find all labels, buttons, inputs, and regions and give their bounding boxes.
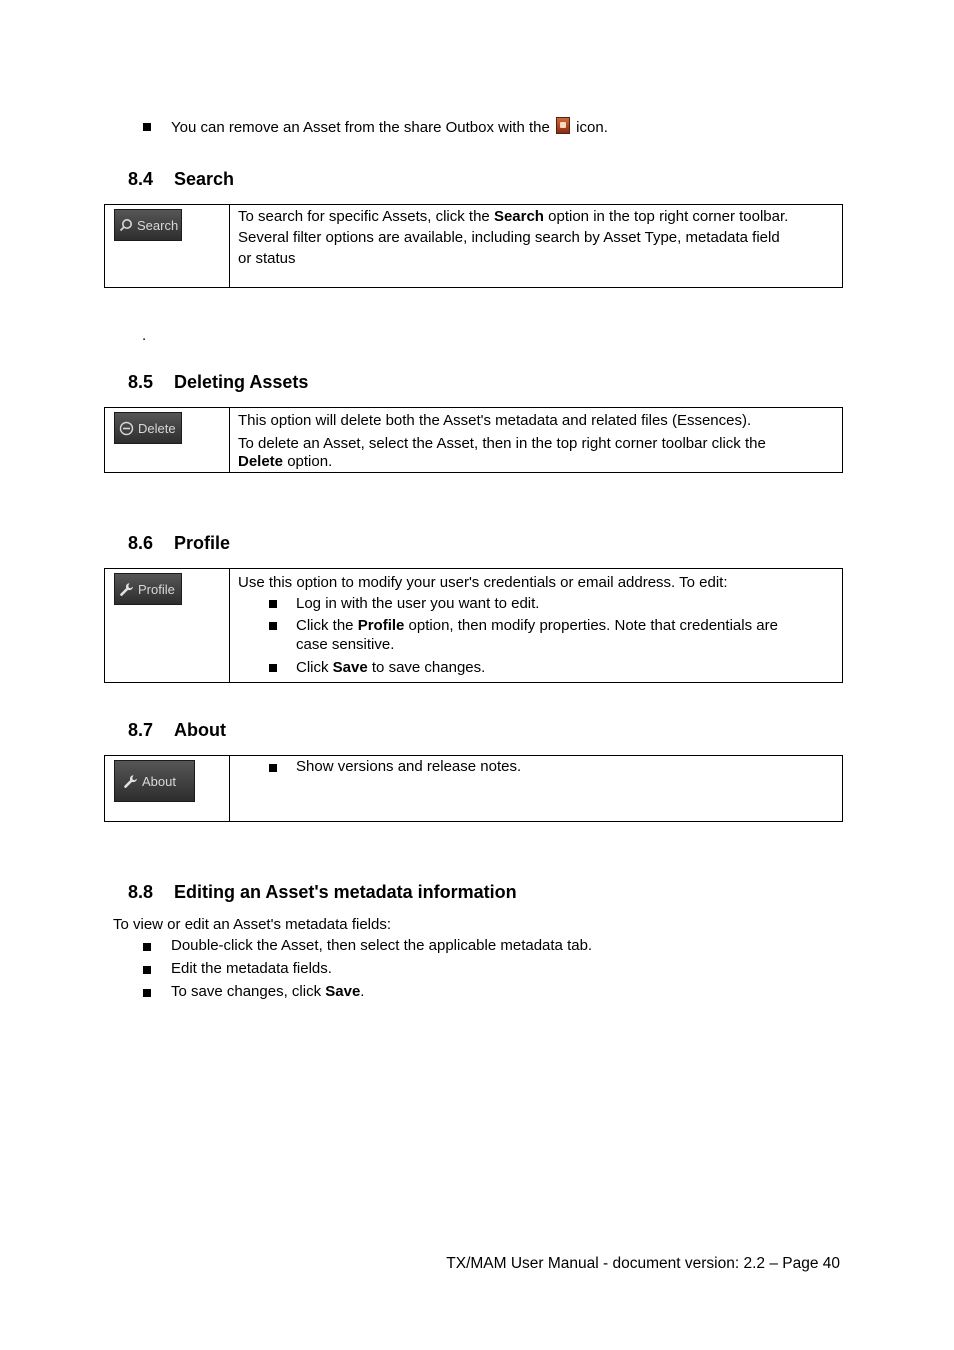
text: To save changes, click (171, 983, 326, 1000)
delete-line-3 (238, 453, 332, 471)
text: option, then modify properties. Note that credentials are (404, 617, 778, 634)
remove-outbox-icon (556, 117, 570, 134)
intro-text-after: icon. (576, 119, 608, 136)
wrench-icon (119, 582, 134, 597)
about-bullet-1: Show versions and release notes. (296, 758, 522, 775)
editing-intro: To view or edit an Asset's metadata fields: (113, 916, 392, 933)
section-number: 8.4 (128, 169, 154, 189)
section-title: About (174, 720, 226, 740)
text: option in the top right corner toolbar. (543, 208, 789, 225)
bold-text: Delete (238, 453, 284, 470)
editing-bullet-2: Edit the metadata fields. (171, 960, 332, 977)
delete-table-icon-cell (105, 408, 230, 472)
about-table-text-cell (230, 756, 842, 821)
section-number: 8.6 (128, 533, 154, 553)
bold-text: Search (493, 208, 544, 225)
minus-circle-icon (119, 421, 134, 436)
bullet (143, 943, 151, 951)
delete-line-1: This option will delete both the Asset's metadata and related files (Essences). (238, 412, 752, 429)
about-button-label: About (142, 773, 176, 789)
text: . (360, 983, 365, 1000)
profile-bullet-1: Log in with the user you want to edit. (296, 595, 540, 612)
search-table-text-cell (230, 205, 842, 287)
about-table-icon-cell (105, 756, 230, 821)
bullet (143, 966, 151, 974)
profile-table-text-cell (230, 569, 842, 682)
search-line-2: Several filter options are available, including search by Asset Type, metadata field (238, 229, 780, 246)
section-number: 8.5 (128, 372, 154, 392)
bullet (143, 123, 151, 131)
section-heading-delete (128, 372, 528, 394)
bold-text: Save (325, 983, 361, 1000)
search-table (104, 204, 843, 288)
about-table (104, 755, 843, 822)
stray-dot: . (142, 327, 147, 344)
search-icon (119, 218, 133, 232)
bullet (269, 664, 277, 672)
wrench-icon (123, 774, 138, 789)
search-button-label: Search (137, 217, 179, 233)
editing-bullet-1: Double-click the Asset, then select the applicable metadata tab. (171, 937, 593, 954)
section-number: 8.7 (128, 720, 154, 740)
profile-bullet-2-cont: case sensitive. (296, 636, 395, 653)
profile-button-label: Profile (138, 581, 175, 597)
delete-button-label: Delete (138, 420, 176, 436)
search-table-icon-cell (105, 205, 230, 287)
text: to save changes. (367, 659, 486, 676)
text: To search for specific Assets, click the (238, 208, 494, 225)
bullet (269, 622, 277, 630)
section-title: Profile (174, 533, 231, 553)
bullet (143, 989, 151, 997)
profile-table (104, 568, 843, 683)
text: Click the (296, 617, 358, 634)
section-heading-search (128, 169, 528, 191)
bold-text: Save (332, 659, 368, 676)
profile-bullet-2 (296, 617, 778, 635)
search-line-3: or status (238, 250, 296, 267)
delete-button[interactable] (114, 412, 182, 444)
section-number: 8.8 (128, 882, 154, 902)
profile-bullet-3 (296, 659, 485, 677)
editing-bullet-3 (171, 983, 364, 1001)
search-button[interactable] (114, 209, 182, 241)
page-footer: TX/MAM User Manual - document version: 2.2 – Page 40 (446, 1255, 840, 1272)
text: option. (283, 453, 333, 470)
delete-table-text-cell (230, 408, 842, 472)
section-heading-profile (128, 533, 528, 555)
section-title: Editing an Asset's metadata information (174, 882, 517, 902)
profile-intro: Use this option to modify your user's credentials or email address. To edit: (238, 574, 728, 591)
intro-line (171, 117, 608, 137)
search-line-1 (238, 208, 788, 226)
about-button[interactable] (114, 760, 195, 802)
delete-table (104, 407, 843, 473)
intro-text-before: You can remove an Asset from the share Outbox with the (171, 119, 550, 136)
profile-button[interactable] (114, 573, 182, 605)
text: Click (296, 659, 333, 676)
bullet (269, 600, 277, 608)
section-title: Search (174, 169, 235, 189)
section-title: Deleting Assets (174, 372, 309, 392)
bold-text: Profile (357, 617, 405, 634)
profile-table-icon-cell (105, 569, 230, 682)
section-heading-about (128, 720, 528, 742)
section-heading-editing (128, 882, 728, 904)
bullet (269, 764, 277, 772)
delete-line-2: To delete an Asset, select the Asset, then in the top right corner toolbar click the (238, 435, 766, 452)
